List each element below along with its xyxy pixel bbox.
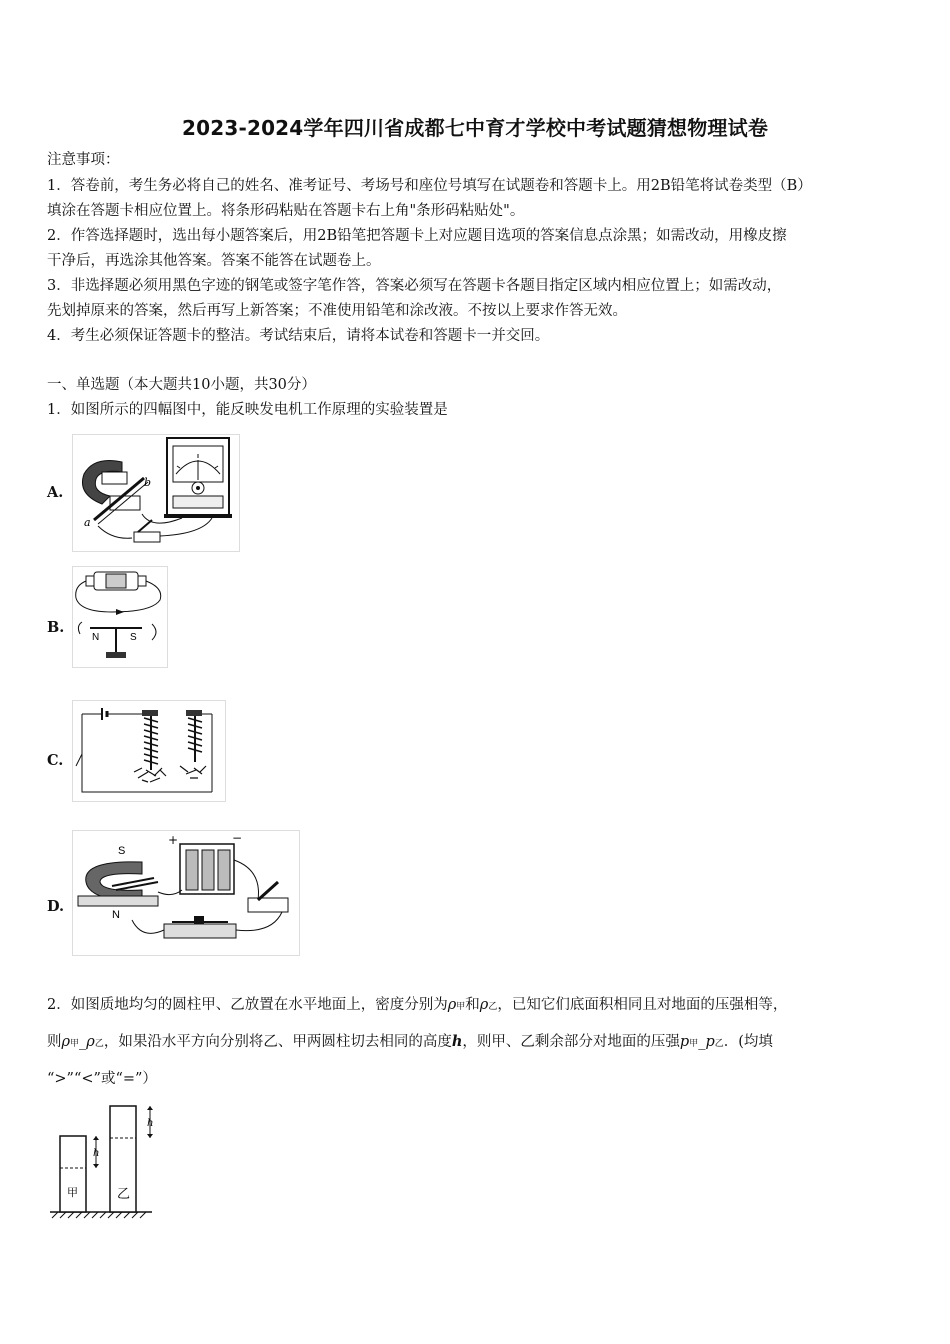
notice-line: 干净后，再选涂其他答案。答案不能答在试题卷上。 xyxy=(47,253,381,269)
label-yi: 乙 xyxy=(117,1187,131,1202)
notice-line: 4．考生必须保证答题卡的整洁。考试结束后，请将本试卷和答题卡一并交回。 xyxy=(47,328,550,344)
rho-symbol: ρ xyxy=(86,1034,95,1050)
q2-text: 则 xyxy=(47,1034,62,1050)
q2-text: 2．如图质地均匀的圆柱甲、乙放置在水平地面上，密度分别为 xyxy=(47,997,448,1013)
figure-d-motor-apparatus xyxy=(72,830,300,956)
option-d-label: D. xyxy=(47,898,65,915)
figure-q2-cylinders xyxy=(48,1100,160,1220)
subscript: 乙 xyxy=(94,1039,104,1049)
subscript: 乙 xyxy=(488,1002,498,1012)
question-2-line-2 xyxy=(47,1032,773,1054)
option-a-label: A. xyxy=(47,484,64,501)
label-s: S xyxy=(130,632,137,643)
question-2-line-3: “>”“<”或“=”） xyxy=(47,1071,157,1087)
answer-blank[interactable]: _ xyxy=(698,1034,706,1050)
label-n: N xyxy=(112,909,120,921)
notice-line: 2．作答选择题时，选出每小题答案后，用2B铅笔把答题卡上对应题目选项的答案信息点涂黑；如需改动，用橡皮擦 xyxy=(47,228,787,244)
subscript: 甲 xyxy=(456,1002,466,1012)
q2-text: ，已知它们底面积相同且对地面的压强相等， xyxy=(497,997,788,1013)
label-a: a xyxy=(84,516,91,529)
label-jia: 甲 xyxy=(67,1186,78,1199)
question-2-line-1 xyxy=(47,995,787,1017)
page-title: 2023-2024学年四川省成都七中育才学校中考试题猜想物理试卷 xyxy=(181,116,769,140)
q2-text: ．(均填 xyxy=(723,1034,773,1050)
figure-b-oersted-apparatus xyxy=(72,566,168,668)
subscript: 甲 xyxy=(689,1039,699,1049)
notice-line: 3．非选择题必须用黑色字迹的钢笔或签字笔作答，答案必须写在答题卡各题目指定区域内相应位置上；如需改动， xyxy=(47,278,782,294)
section-heading: 一、单选题（本大题共10小题，共30分） xyxy=(47,377,316,393)
notice-line: 1．答卷前，考生务必将自己的姓名、准考证号、考场号和座位号填写在试题卷和答题卡上。用2B铅笔将试卷类型（B） xyxy=(47,178,812,194)
subscript: 甲 xyxy=(70,1039,80,1049)
question-1-stem: 1．如图所示的四幅图中，能反映发电机工作原理的实验装置是 xyxy=(47,402,448,418)
p-symbol: p xyxy=(705,1034,715,1050)
notice-heading: 注意事项： xyxy=(47,152,120,168)
q2-text: 和 xyxy=(465,997,480,1013)
rho-symbol: ρ xyxy=(61,1034,71,1050)
rho-symbol: ρ xyxy=(447,997,457,1013)
label-h2: h xyxy=(147,1118,154,1129)
h-symbol: h xyxy=(451,1033,463,1050)
label-plus: + xyxy=(168,833,179,847)
option-c-label: C. xyxy=(47,752,64,769)
label-minus: − xyxy=(232,831,243,845)
answer-blank[interactable]: _ xyxy=(79,1034,87,1050)
subscript: 乙 xyxy=(714,1039,724,1049)
notice-line: 先划掉原来的答案，然后再写上新答案；不准使用铅笔和涂改液。不按以上要求作答无效。 xyxy=(47,303,627,319)
q2-text: ，则甲、乙剩余部分对地面的压强 xyxy=(462,1034,680,1050)
label-s: S xyxy=(118,845,126,857)
figure-a-generator-apparatus xyxy=(72,434,240,552)
rho-symbol: ρ xyxy=(479,997,489,1013)
q2-text: ，如果沿水平方向分别将乙、甲两圆柱切去相同的高度 xyxy=(103,1034,452,1050)
figure-c-electromagnet-apparatus xyxy=(72,700,226,802)
label-h1: h xyxy=(93,1148,100,1159)
option-b-label: B. xyxy=(47,619,65,636)
label-n: N xyxy=(92,632,100,643)
p-symbol: p xyxy=(679,1034,690,1050)
notice-line: 填涂在答题卡相应位置上。将条形码粘贴在答题卡右上角"条形码粘贴处"。 xyxy=(47,203,525,219)
label-b: b xyxy=(144,476,152,489)
